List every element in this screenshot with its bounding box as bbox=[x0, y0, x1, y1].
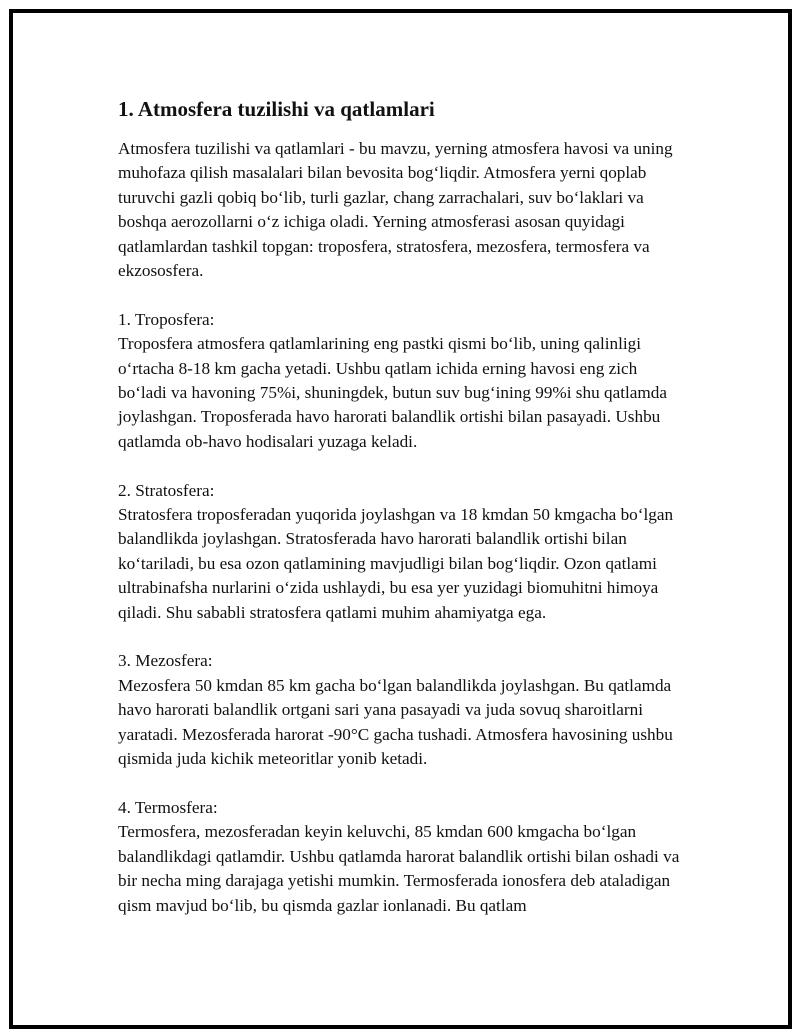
section-termosfera bbox=[118, 796, 690, 918]
section-body: Stratosfera troposferadan yuqorida joylashgan va 18 kmdan 50 kmgacha bo‘lgan balandlikda joylashgan. Stratosferada havo harorati balandlik ortishi bilan ko‘tariladi, bu esa ozon qatlamining mavjudligi bilan bog‘liqdir. Ozon qatlami ultrabinafsha nurlarini o‘zida ushlaydi, bu esa yer yuzidagi biomuhitni himoya qiladi. Shu sababli stratosfera qatlami muhim ahamiyatga ega. bbox=[118, 505, 674, 622]
document-content bbox=[118, 95, 690, 918]
section-heading: 3. Mezosfera: bbox=[118, 651, 213, 671]
section-body: Troposfera atmosfera qatlamlarining eng pastki qismi bo‘lib, uning qalinligi o‘rtacha 8-18 km gacha yetadi. Ushbu qatlam ichida erning havosi eng zich bo‘ladi va havoning 75%i, shuningdek, butun suv bug‘ining 99%i shu qatlamda joylashgan. Troposferada havo harorati balandlik ortishi bilan pasayadi. Ushbu qatlamda ob-havo hodisalari yuzaga keladi. bbox=[118, 334, 667, 451]
intro-paragraph: Atmosfera tuzilishi va qatlamlari - bu mavzu, yerning atmosfera havosi va uning muhofaza qilish masalalari bilan bevosita bog‘liqdir. Atmosfera yerni qoplab turuvchi gazli qobiq bo‘lib, turli gazlar, chang zarrachalari, suv bo‘laklari va boshqa aerozollarni o‘z ichiga oladi. Yerning atmosferasi asosan quyidagi qatlamlardan tashkil topgan: troposfera, stratosfera, mezosfera, termosfera va ekzososfera. bbox=[118, 139, 673, 281]
section-troposfera bbox=[118, 308, 690, 454]
section-heading: 1. Troposfera: bbox=[118, 309, 215, 329]
page-frame bbox=[9, 9, 792, 1029]
section-heading: 4. Termosfera: bbox=[118, 797, 218, 817]
section-body: Mezosfera 50 kmdan 85 km gacha bo‘lgan balandlikda joylashgan. Bu qatlamda havo harorati balandlik ortgani sari yana pasayadi va juda sovuq sharoitlarni yaratadi. Mezosferada harorat -90°C gacha tushadi. Atmosfera havosining ushbu qismida juda kichik meteoritlar yonib ketadi. bbox=[118, 675, 673, 769]
document-title: 1. Atmosfera tuzilishi va qatlamlari bbox=[118, 97, 435, 121]
section-body: Termosfera, mezosferadan keyin keluvchi, 85 kmdan 600 kmgacha bo‘lgan balandlikdagi qatlamdir. Ushbu qatlamda harorat balandlik ortishi bilan oshadi va bir necha ming darajaga yetishi mumkin. Termosferada ionosfera deb ataladigan qism mavjud bo‘lib, bu qismda gazlar ionlanadi. Bu qatlam bbox=[118, 822, 680, 915]
section-mezosfera bbox=[118, 649, 690, 771]
section-heading: 2. Stratosfera: bbox=[118, 480, 215, 500]
section-stratosfera bbox=[118, 479, 690, 625]
